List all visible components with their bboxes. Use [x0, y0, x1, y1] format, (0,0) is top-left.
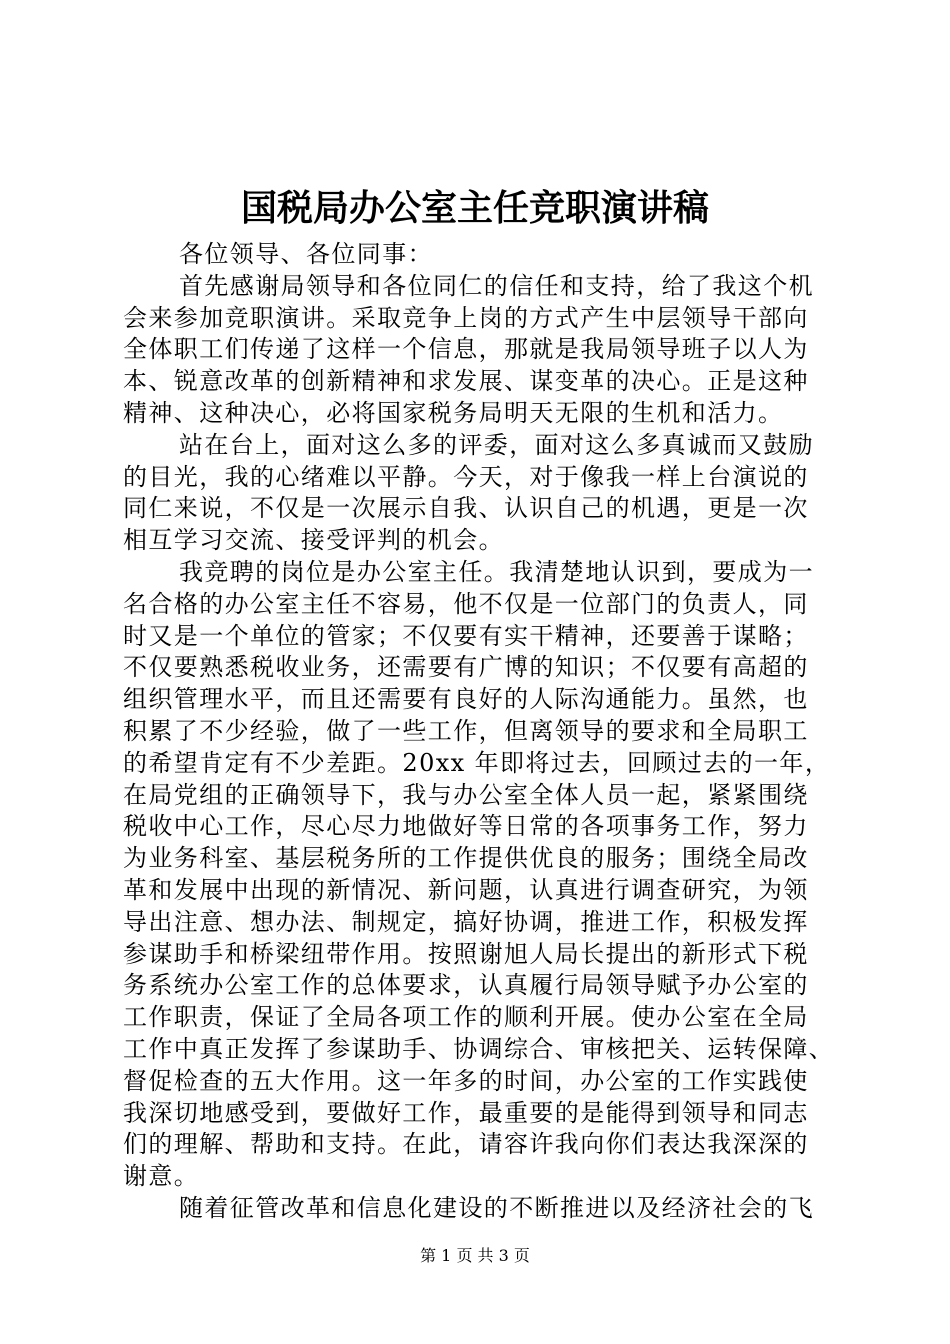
body-line: 参谋助手和桥梁纽带作用。按照谢旭人局长提出的新形式下税 [123, 939, 809, 968]
body-line: 导出注意、想办法、制规定，搞好协调，推进工作，积极发挥 [123, 907, 809, 936]
document-body [123, 239, 853, 1225]
body-line: 会来参加竞职演讲。采取竞争上岗的方式产生中层领导干部向 [123, 303, 809, 332]
body-line: 税收中心工作，尽心尽力地做好等日常的各项事务工作，努力 [123, 812, 809, 841]
body-line: 革和发展中出现的新情况、新问题，认真进行调查研究，为领 [123, 875, 809, 904]
body-line: 各位领导、各位同事： [179, 240, 433, 268]
body-line: 在局党组的正确领导下，我与办公室全体人员一起，紧紧围绕 [123, 780, 809, 809]
body-line: 积累了不少经验，做了一些工作，但离领导的要求和全局职工 [123, 716, 809, 745]
page-footer: 第 1 页 共 3 页 [420, 1246, 530, 1265]
body-line: 为业务科室、基层税务所的工作提供优良的服务；围绕全局改 [123, 844, 809, 873]
body-line: 的目光，我的心绪难以平静。今天，对于像我一样上台演说的 [123, 462, 809, 491]
body-line: 不仅要熟悉税收业务，还需要有广博的知识；不仅要有高超的 [123, 653, 809, 682]
body-line: 首先感谢局领导和各位同仁的信任和支持，给了我这个机 [179, 271, 814, 300]
body-line: 谢意。 [123, 1162, 200, 1191]
body-line: 名合格的办公室主任不容易，他不仅是一位部门的负责人，同 [123, 589, 809, 618]
body-line: 站在台上，面对这么多的评委，面对这么多真诚而又鼓励 [179, 430, 814, 459]
body-line: 随着征管改革和信息化建设的不断推进以及经济社会的飞 [179, 1193, 814, 1222]
body-line: 的希望肯定有不少差距。20xx 年即将过去，回顾过去的一年， [123, 748, 831, 777]
body-line: 精神、这种决心，必将国家税务局明天无限的生机和活力。 [123, 398, 784, 427]
body-line: 务系统办公室工作的总体要求，认真履行局领导赋予办公室的 [123, 971, 809, 1000]
body-line: 相互学习交流、接受评判的机会。 [123, 526, 504, 555]
body-line: 本、锐意改革的创新精神和求发展、谋变革的决心。正是这种 [123, 367, 809, 396]
body-line: 组织管理水平，而且还需要有良好的人际沟通能力。虽然，也 [123, 685, 809, 714]
body-line: 工作职责，保证了全局各项工作的顺利开展。使办公室在全局 [123, 1003, 809, 1032]
body-line: 们的理解、帮助和支持。在此，请容许我向你们表达我深深的 [123, 1130, 809, 1159]
body-line: 时又是一个单位的管家；不仅要有实干精神，还要善于谋略； [123, 621, 809, 650]
body-line: 工作中真正发挥了参谋助手、协调综合、审核把关、运转保障、 [123, 1034, 835, 1063]
body-line: 我竞聘的岗位是办公室主任。我清楚地认识到，要成为一 [179, 557, 814, 586]
body-line: 全体职工们传递了这样一个信息，那就是我局领导班子以人为 [123, 335, 809, 364]
document-title: 国税局办公室主任竞职演讲稿 [240, 187, 709, 229]
body-line: 我深切地感受到，要做好工作，最重要的是能得到领导和同志 [123, 1098, 809, 1127]
body-line: 同仁来说，不仅是一次展示自我、认识自己的机遇，更是一次 [123, 494, 809, 523]
body-line: 督促检查的五大作用。这一年多的时间，办公室的工作实践使 [123, 1066, 809, 1095]
